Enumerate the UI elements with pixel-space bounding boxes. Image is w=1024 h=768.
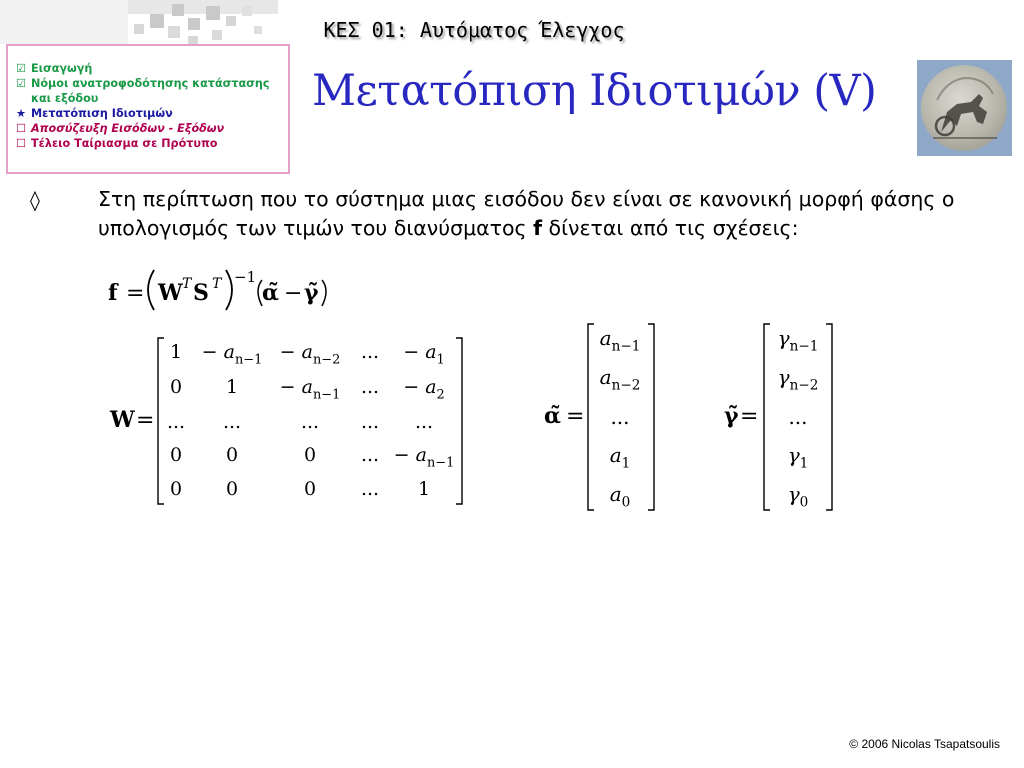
svg-text:W: W: [110, 407, 135, 433]
w-matrix-cell: ...: [222, 411, 242, 433]
w-matrix-cell: 1: [417, 478, 431, 500]
svg-text:γ̃: γ̃: [724, 403, 739, 429]
w-matrix-cell: 0: [303, 444, 317, 466]
svg-text:S: S: [193, 280, 209, 306]
gamma-vector-cell: $\gamma_0$: [787, 482, 809, 511]
w-matrix-cell: − $a_{n-1}$: [201, 341, 263, 368]
f-equation: [100, 258, 360, 320]
coin-logo: [917, 60, 1012, 156]
w-matrix-cell: ...: [360, 478, 380, 500]
bullet-diamond-icon: ◊: [30, 188, 40, 212]
svg-text:−1: −1: [234, 268, 257, 286]
outline-item-introduction[interactable]: ☑ Εισαγωγή: [16, 62, 93, 75]
svg-text:=: =: [126, 281, 145, 306]
gamma-vector-cell: $\gamma_{n-2}$: [777, 365, 819, 394]
outline-box: [6, 44, 290, 174]
w-matrix-cell: ...: [300, 411, 320, 433]
alpha-vector-cell: $a_{n-1}$: [599, 326, 641, 355]
alpha-vector-cell: $a_{n-2}$: [599, 365, 641, 394]
w-matrix-cells: [167, 341, 454, 500]
svg-text:α̃: α̃: [262, 280, 279, 306]
svg-text:=: =: [740, 404, 759, 429]
gamma-vector-cells: [778, 326, 819, 511]
svg-text:f: f: [108, 280, 118, 306]
w-matrix-cell: 0: [303, 478, 317, 500]
svg-text:T: T: [182, 276, 192, 292]
w-matrix-cell: 0: [169, 444, 183, 466]
empty-box-icon: ☐: [16, 137, 27, 150]
svg-text:α̃: α̃: [544, 403, 561, 429]
w-matrix-cell: ...: [360, 411, 380, 433]
w-matrix-equation: [104, 334, 474, 510]
w-matrix-cell: ...: [414, 411, 434, 433]
w-matrix-cell: 0: [169, 376, 183, 398]
outline-item-feedback-laws[interactable]: ☑ Νόμοι ανατροφοδότησης κατάστασης και εξόδου: [16, 77, 270, 105]
outline-item-model-matching[interactable]: ☐ Τέλειο Ταίριασμα σε Πρότυπο: [16, 137, 218, 150]
w-matrix-cell: ...: [360, 376, 380, 398]
alpha-vector-cell: $a_0$: [609, 482, 631, 511]
w-matrix-cell: − $a_{n-2}$: [279, 341, 341, 368]
svg-text:−: −: [284, 281, 303, 306]
gamma-vector-equation: [720, 320, 850, 516]
w-matrix-cell: 1: [225, 376, 239, 398]
alpha-vector-cells: [600, 326, 641, 511]
body-paragraph: Στη περίπτωση που το σύστημα μιας εισόδου δεν είναι σε κανονική μορφή φάσης ο υπολογισμός των τιμών του διανύσματος f δίνεται από τις σχέσεις:: [98, 187, 955, 240]
w-matrix-cell: ...: [166, 411, 186, 433]
alpha-vector-cell: ...: [610, 405, 630, 429]
w-matrix-cell: 1: [169, 341, 183, 363]
copyright-footer: © 2006 Nicolas Tsapatsoulis: [849, 737, 1000, 751]
w-matrix-cell: 0: [225, 478, 239, 500]
alpha-vector-equation: [540, 320, 670, 516]
alpha-vector-cell: $a_1$: [609, 443, 631, 472]
star-icon: ★: [16, 107, 27, 120]
outline-item-decoupling[interactable]: ☐ Αποσύζευξη Εισόδων - Εξόδων: [16, 122, 225, 135]
w-matrix-cell: − $a_2$: [403, 376, 445, 403]
gamma-vector-cell: $\gamma_1$: [787, 443, 809, 472]
w-matrix-cell: − $a_{n-1}$: [393, 444, 455, 471]
w-matrix-cell: ...: [360, 444, 380, 466]
chariot-emblem-icon: [917, 60, 1012, 156]
course-title: ΚΕΣ 01: Αυτόματος Έλεγχος: [323, 18, 625, 42]
svg-text:=: =: [566, 404, 585, 429]
checked-box-icon: ☑: [16, 77, 27, 90]
w-matrix-cell: ...: [360, 341, 380, 363]
w-matrix-cell: − $a_1$: [403, 341, 445, 368]
svg-text:γ̃: γ̃: [304, 280, 319, 306]
gamma-vector-cell: ...: [788, 405, 808, 429]
empty-box-icon: ☐: [16, 122, 27, 135]
slide-title: Μετατόπιση Ιδιοτιμών (V): [312, 66, 877, 116]
svg-text:=: =: [136, 408, 155, 433]
w-matrix-cell: 0: [225, 444, 239, 466]
outline-item-eigenvalue-shift[interactable]: ★ Μετατόπιση Ιδιοτιμών: [16, 107, 173, 120]
gamma-vector-cell: $\gamma_{n-1}$: [777, 326, 819, 355]
svg-text:T: T: [212, 276, 222, 292]
checked-box-icon: ☑: [16, 62, 27, 75]
svg-text:W: W: [158, 280, 183, 306]
w-matrix-cell: 0: [169, 478, 183, 500]
w-matrix-cell: − $a_{n-1}$: [279, 376, 341, 403]
